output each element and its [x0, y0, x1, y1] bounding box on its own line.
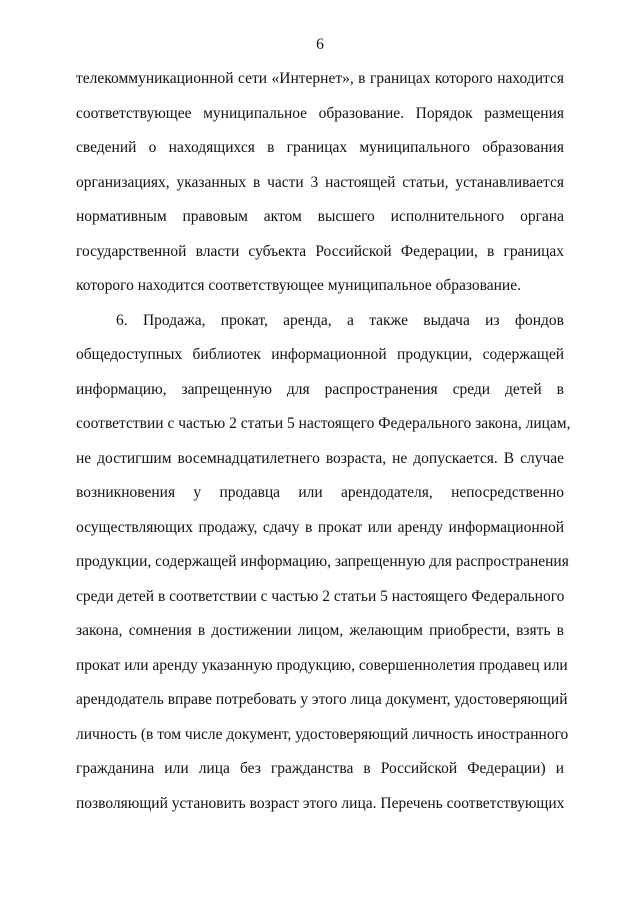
text-line: соответствующее муниципальное образование. Порядок размещения: [76, 104, 564, 122]
text-line: позволяющий установить возраст этого лица. Перечень соответствующих: [76, 794, 565, 812]
body-text: [76, 62, 571, 821]
text-line: возникновения у продавца или арендодателя, непосредственно: [76, 484, 564, 501]
text-line: соответствии с частью 2 статьи 5 настоящего Федерального закона, лицам,: [76, 415, 571, 432]
text-line: 6. Продажа, прокат, аренда, а также выдача из фондов: [116, 311, 564, 329]
text-line: арендодатель вправе потребовать у этого лица документ, удостоверяющий: [76, 691, 568, 708]
text-line: нормативным правовым актом высшего исполнительного органа: [76, 208, 564, 225]
text-line: осуществляющих продажу, сдачу в прокат или аренду информационной: [76, 518, 564, 536]
paragraph-2: [76, 304, 571, 822]
text-line: сведений о находящихся в границах муниципального образования: [76, 139, 564, 156]
text-line: закона, сомнения в достижении лицом, желающим приобрести, взять в: [76, 622, 564, 639]
text-line: информацию, запрещенную для распространения среди детей в: [76, 380, 564, 398]
text-line: личность (в том числе документ, удостоверяющий личность иностранного: [76, 725, 569, 743]
text-line: гражданина или лица без гражданства в Российской Федерации) и: [76, 760, 564, 777]
paragraph-1: [76, 62, 564, 304]
text-line: прокат или аренду указанную продукцию, совершеннолетия продавец или: [76, 656, 568, 674]
text-line: организациях, указанных в части 3 настоящей статьи, устанавливается: [76, 173, 564, 191]
page-number: 6: [316, 36, 324, 53]
text-line: телекоммуникационной сети «Интернет», в границах которого находится: [76, 70, 564, 87]
text-line: которого находится соответствующее муниципальное образование.: [76, 277, 521, 294]
text-line: продукции, содержащей информацию, запрещенную для распространения: [76, 553, 569, 570]
text-line: общедоступных библиотек информационной продукции, содержащей: [76, 346, 564, 363]
text-line: не достигшим восемнадцатилетнего возраста, не допускается. В случае: [76, 449, 564, 467]
text-line: среди детей в соответствии с частью 2 статьи 5 настоящего Федерального: [76, 587, 565, 605]
text-line: государственной власти субъекта Российской Федерации, в границах: [76, 242, 564, 260]
